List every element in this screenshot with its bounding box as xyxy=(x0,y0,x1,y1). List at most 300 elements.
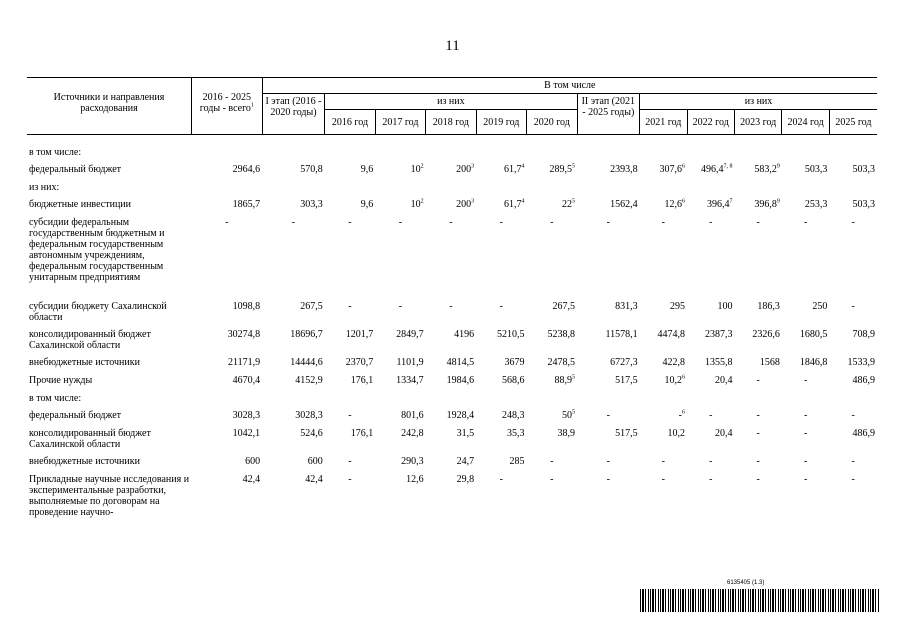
table-cell xyxy=(640,474,687,544)
column-header-source: Источники и направления расходования xyxy=(27,78,192,135)
barcode-label: 6135405 (1.3) xyxy=(727,580,765,586)
table-cell xyxy=(192,164,263,182)
footnote-mark: 2 xyxy=(420,163,424,170)
table-cell xyxy=(476,456,526,474)
cell-value: 3679 xyxy=(504,357,525,368)
column-header-year: 2020 год xyxy=(527,110,577,135)
footnote-mark: 5 xyxy=(572,163,575,170)
footnote-mark: 7 xyxy=(729,198,733,205)
cell-value: - xyxy=(550,217,554,228)
cell-value: 11578,1 xyxy=(605,329,638,340)
cell-value: 30274,8 xyxy=(227,329,261,340)
cell-value: 5238,8 xyxy=(547,329,575,340)
row-label: внебюджетные источники xyxy=(29,357,140,368)
table-cell xyxy=(375,474,425,544)
row-label: консолидированный бюджет Сахалинской области xyxy=(29,329,151,351)
table-cell xyxy=(262,474,325,544)
table-cell xyxy=(829,410,877,428)
table-cell xyxy=(577,301,640,329)
cell-value: - xyxy=(499,217,503,228)
table-cell xyxy=(782,164,829,182)
table-cell xyxy=(375,329,425,357)
section-row xyxy=(27,182,877,199)
table-cell xyxy=(325,456,375,474)
footnote-mark: 3 xyxy=(471,198,475,205)
table-cell xyxy=(577,428,640,456)
cell-value: 38,9 xyxy=(557,428,575,439)
table-cell xyxy=(527,474,577,544)
cell-value: - xyxy=(291,217,296,228)
budget-table xyxy=(27,77,877,544)
cell-value: 9,6 xyxy=(360,164,374,175)
cell-value: - xyxy=(709,474,713,485)
cell-value: 3028,3 xyxy=(295,410,323,421)
table-cell xyxy=(527,456,577,474)
table-cell xyxy=(262,428,325,456)
table-cell xyxy=(527,375,577,393)
table-row xyxy=(27,301,877,329)
cell-value: - xyxy=(348,410,352,421)
table-cell xyxy=(192,375,263,393)
table-cell xyxy=(640,357,687,375)
cell-value: - xyxy=(225,217,229,228)
table-cell xyxy=(476,428,526,456)
table-cell xyxy=(734,410,781,428)
table-cell xyxy=(640,428,687,456)
row-label: из них: xyxy=(29,182,60,193)
table-cell xyxy=(577,410,640,428)
cell-value: 2849,7 xyxy=(396,329,424,340)
barcode xyxy=(640,589,880,612)
cell-value: 517,5 xyxy=(615,375,638,386)
table-cell xyxy=(426,410,476,428)
cell-value: 10,2 xyxy=(667,428,686,439)
table-cell xyxy=(829,456,877,474)
column-header-year: 2019 год xyxy=(476,110,526,135)
cell-value: 42,4 xyxy=(305,474,323,485)
table-cell xyxy=(527,329,577,357)
row-label: субсидии федеральным государственным бюджетным и федеральным государственным автономным учреждениям, федеральным государственным унитарным предприятиям xyxy=(29,217,165,283)
cell-value: 1984,6 xyxy=(446,375,475,386)
cell-value: - xyxy=(550,456,554,467)
cell-value: - xyxy=(606,410,610,421)
cell-value: 20,4 xyxy=(714,375,733,386)
footnote-mark: 2 xyxy=(420,198,424,205)
table-cell xyxy=(426,329,476,357)
cell-value: - xyxy=(803,410,808,421)
cell-value: 5210,5 xyxy=(497,329,525,340)
table-cell xyxy=(782,357,829,375)
row-label: в том числе: xyxy=(29,393,82,404)
table-cell xyxy=(687,357,734,375)
table-cell xyxy=(426,428,476,456)
cell-value: 1042,1 xyxy=(232,428,261,439)
table-cell xyxy=(527,428,577,456)
table-cell xyxy=(640,199,687,217)
table-cell xyxy=(192,329,263,357)
cell-value: 176,1 xyxy=(350,428,374,439)
table-cell xyxy=(577,456,640,474)
table-body xyxy=(27,135,877,545)
cell-value: 303,3 xyxy=(300,199,323,210)
cell-value: - xyxy=(803,428,808,439)
cell-value: 267,5 xyxy=(300,301,323,312)
table-cell xyxy=(829,375,877,393)
cell-value: - xyxy=(678,410,683,421)
footnote-mark: 9 xyxy=(776,163,780,170)
cell-value: - xyxy=(606,474,610,485)
table-cell xyxy=(262,456,325,474)
table-cell xyxy=(375,456,425,474)
column-header-year: 2025 год xyxy=(829,110,877,135)
table-cell xyxy=(577,164,640,182)
cell-value: 10,2 xyxy=(664,375,683,386)
table-cell xyxy=(782,428,829,456)
column-header-stage1: I этап (2016 - 2020 годы) xyxy=(262,94,325,135)
table-cell xyxy=(262,164,325,182)
table-cell xyxy=(476,410,526,428)
cell-value: - xyxy=(709,410,713,421)
table-cell xyxy=(829,217,877,301)
cell-value: 18696,7 xyxy=(290,329,323,340)
table-cell xyxy=(262,329,325,357)
table-cell xyxy=(640,164,687,182)
cell-value: 4196 xyxy=(454,329,475,340)
table-cell xyxy=(192,474,263,544)
footnote-mark: 6 xyxy=(682,198,686,205)
table-cell xyxy=(426,456,476,474)
cell-value: 1928,4 xyxy=(446,410,475,421)
cell-value: 2370,7 xyxy=(345,357,374,368)
cell-value: - xyxy=(606,456,610,467)
table-row xyxy=(27,357,877,375)
cell-value: 486,9 xyxy=(852,375,875,386)
cell-value: 10 xyxy=(410,164,421,175)
column-header-including: В том числе xyxy=(262,78,877,94)
table-cell xyxy=(527,199,577,217)
table-cell xyxy=(375,357,425,375)
cell-value: 396,4 xyxy=(706,199,730,210)
cell-value: 496,4 xyxy=(700,164,724,175)
table-cell xyxy=(527,164,577,182)
table-cell xyxy=(577,375,640,393)
cell-value: 2387,3 xyxy=(704,329,733,340)
cell-value: - xyxy=(756,410,760,421)
table-cell xyxy=(325,428,375,456)
cell-value: 285 xyxy=(509,456,525,467)
table-cell xyxy=(640,456,687,474)
cell-value: - xyxy=(661,474,665,485)
table-cell xyxy=(325,410,375,428)
row-label: федеральный бюджет xyxy=(29,164,122,175)
cell-value: - xyxy=(851,217,855,228)
table-cell xyxy=(782,329,829,357)
cell-value: 42,4 xyxy=(242,474,261,485)
cell-value: 396,8 xyxy=(754,199,777,210)
table-cell xyxy=(476,375,526,393)
cell-value: 12,6 xyxy=(406,474,424,485)
cell-value: 1101,9 xyxy=(396,357,424,368)
table-row xyxy=(27,410,877,428)
table-cell xyxy=(687,217,734,301)
cell-value: 503,3 xyxy=(804,164,828,175)
footnote-mark: 5 xyxy=(572,198,575,205)
cell-value: 4474,8 xyxy=(657,329,686,340)
cell-value: 568,6 xyxy=(502,375,525,386)
table-cell xyxy=(734,375,781,393)
table-cell xyxy=(734,357,781,375)
cell-value: - xyxy=(851,456,855,467)
cell-value: 290,3 xyxy=(401,456,424,467)
table-cell xyxy=(782,199,829,217)
table-cell xyxy=(262,301,325,329)
table-cell xyxy=(476,474,526,544)
cell-value: 1334,7 xyxy=(396,375,424,386)
section-row xyxy=(27,135,877,165)
table-cell xyxy=(192,301,263,329)
row-label: внебюджетные источники xyxy=(29,456,140,467)
cell-value: 486,9 xyxy=(852,428,875,439)
table-row xyxy=(27,199,877,217)
table-cell xyxy=(527,301,577,329)
table-cell xyxy=(527,357,577,375)
table-cell xyxy=(734,199,781,217)
cell-value: - xyxy=(756,456,760,467)
cell-value: 307,6 xyxy=(659,164,683,175)
row-label: субсидии бюджету Сахалинской области xyxy=(29,301,167,323)
cell-value: 6727,3 xyxy=(610,357,638,368)
table-cell xyxy=(325,357,375,375)
cell-value: - xyxy=(661,456,665,467)
row-label: в том числе: xyxy=(29,147,82,158)
table-cell xyxy=(426,164,476,182)
cell-value: 708,9 xyxy=(852,329,875,340)
table-cell xyxy=(192,217,263,301)
cell-value: 9,6 xyxy=(360,199,374,210)
cell-value: - xyxy=(449,301,453,312)
table-cell xyxy=(476,199,526,217)
cell-value: - xyxy=(756,428,760,439)
cell-value: 1680,5 xyxy=(799,329,828,340)
table-cell xyxy=(325,329,375,357)
table-cell xyxy=(375,199,425,217)
cell-value: 24,7 xyxy=(456,456,475,467)
footnote-mark: 5 xyxy=(572,409,575,416)
table-cell xyxy=(640,301,687,329)
cell-value: 1098,8 xyxy=(232,301,261,312)
cell-value: - xyxy=(851,410,855,421)
table-cell xyxy=(687,474,734,544)
footnote-mark: 6 xyxy=(682,374,686,381)
table-cell xyxy=(325,474,375,544)
table-row xyxy=(27,456,877,474)
column-header-year: 2021 год xyxy=(640,110,687,135)
cell-value: 2478,5 xyxy=(547,357,575,368)
column-header-year: 2017 год xyxy=(375,110,425,135)
table-cell xyxy=(687,410,734,428)
cell-value: 1355,8 xyxy=(704,357,733,368)
table-cell xyxy=(476,217,526,301)
table-cell xyxy=(734,301,781,329)
table-cell xyxy=(476,164,526,182)
footnote-mark: 9 xyxy=(776,198,780,205)
table-cell xyxy=(640,410,687,428)
cell-value: - xyxy=(709,217,713,228)
cell-value: 600 xyxy=(307,456,323,467)
cell-value: 422,8 xyxy=(662,357,686,368)
table-cell xyxy=(829,164,877,182)
table-cell xyxy=(375,428,425,456)
cell-value: 267,5 xyxy=(552,301,575,312)
cell-value: 61,7 xyxy=(504,164,522,175)
table-cell xyxy=(375,375,425,393)
table-cell xyxy=(687,164,734,182)
cell-value: 35,3 xyxy=(507,428,525,439)
cell-value: - xyxy=(499,474,503,485)
cell-value: - xyxy=(756,474,760,485)
cell-value: 253,3 xyxy=(804,199,828,210)
table-cell xyxy=(192,357,263,375)
cell-value: 29,8 xyxy=(456,474,475,485)
cell-value: - xyxy=(756,375,760,386)
cell-value: - xyxy=(348,474,352,485)
table-cell xyxy=(375,410,425,428)
cell-value: 524,6 xyxy=(300,428,323,439)
table-cell xyxy=(426,217,476,301)
page-number: 11 xyxy=(445,38,460,54)
table-cell xyxy=(325,164,375,182)
table-cell xyxy=(262,357,325,375)
table-cell xyxy=(734,164,781,182)
column-header-year: 2018 год xyxy=(426,110,476,135)
table-cell xyxy=(577,217,640,301)
table-cell xyxy=(262,375,325,393)
table-cell xyxy=(527,217,577,301)
table-cell xyxy=(476,301,526,329)
cell-value: 295 xyxy=(670,301,686,312)
cell-value: - xyxy=(661,217,665,228)
cell-value: - xyxy=(709,456,713,467)
cell-value: - xyxy=(851,301,855,312)
table-cell xyxy=(734,474,781,544)
table-cell xyxy=(262,410,325,428)
column-header-stage2: II этап (2021 - 2025 годы) xyxy=(577,94,640,135)
table-cell xyxy=(734,217,781,301)
table-cell xyxy=(426,474,476,544)
row-label: Прочие нужды xyxy=(29,375,93,386)
cell-value: 583,2 xyxy=(754,164,777,175)
cell-value: 1533,9 xyxy=(847,357,875,368)
table-cell xyxy=(734,456,781,474)
table-cell xyxy=(782,474,829,544)
table-cell xyxy=(640,217,687,301)
table-cell xyxy=(829,428,877,456)
cell-value: 4814,5 xyxy=(446,357,475,368)
table-cell xyxy=(325,217,375,301)
cell-value: 503,3 xyxy=(852,199,875,210)
table-cell xyxy=(577,329,640,357)
column-header-year: 2022 год xyxy=(687,110,734,135)
footnote-mark: 5 xyxy=(572,374,575,381)
cell-value: 14444,6 xyxy=(290,357,323,368)
table-cell xyxy=(325,199,375,217)
table-cell xyxy=(375,217,425,301)
table-cell xyxy=(734,428,781,456)
cell-value: 22 xyxy=(562,199,572,210)
footnote-mark: 6 xyxy=(682,163,686,170)
table-cell xyxy=(734,329,781,357)
table-cell xyxy=(325,375,375,393)
row-label: консолидированный бюджет Сахалинской области xyxy=(29,428,151,450)
cell-value: 248,3 xyxy=(502,410,525,421)
table-row xyxy=(27,217,877,301)
table-cell xyxy=(782,375,829,393)
cell-value: 3028,3 xyxy=(232,410,261,421)
cell-value: 10 xyxy=(410,199,421,210)
table-cell xyxy=(782,456,829,474)
table-cell xyxy=(426,375,476,393)
cell-value: 250 xyxy=(812,301,828,312)
cell-value: 242,8 xyxy=(401,428,424,439)
cell-value: - xyxy=(803,217,808,228)
table-cell xyxy=(426,301,476,329)
cell-value: - xyxy=(348,301,352,312)
cell-value: 61,7 xyxy=(504,199,522,210)
table-cell xyxy=(829,357,877,375)
table-row xyxy=(27,474,877,544)
cell-value: 2964,6 xyxy=(232,164,261,175)
table-cell xyxy=(687,428,734,456)
cell-value: 1201,7 xyxy=(345,329,374,340)
cell-value: - xyxy=(348,217,352,228)
row-label: федеральный бюджет xyxy=(29,410,122,421)
column-header-of-them-stage2: из них xyxy=(640,94,877,110)
footnote-mark: 6 xyxy=(682,409,686,416)
row-label: бюджетные инвестиции xyxy=(29,199,132,210)
table-cell xyxy=(192,410,263,428)
column-header-total: 2016 - 2025 годы - всего$^1$ xyxy=(192,78,263,135)
table-row xyxy=(27,375,877,393)
cell-value: - xyxy=(803,456,808,467)
section-row xyxy=(27,393,877,410)
table-cell xyxy=(829,329,877,357)
footnote-mark: 7, 8 xyxy=(723,163,733,170)
table-cell xyxy=(687,199,734,217)
cell-value: 801,6 xyxy=(401,410,424,421)
cell-value: 600 xyxy=(245,456,261,467)
cell-value: - xyxy=(803,375,808,386)
cell-value: 1846,8 xyxy=(799,357,828,368)
cell-value: 831,3 xyxy=(615,301,638,312)
row-label: Прикладные научные исследования и экспериментальные разработки, выполняемые по договорам на проведение научно- xyxy=(29,474,190,518)
cell-value: 570,8 xyxy=(300,164,323,175)
cell-value: - xyxy=(348,456,352,467)
cell-value: 186,3 xyxy=(757,301,780,312)
table-cell xyxy=(527,410,577,428)
cell-value: 100 xyxy=(717,301,733,312)
table-cell xyxy=(476,357,526,375)
cell-value: 50 xyxy=(562,410,572,421)
table-cell xyxy=(426,199,476,217)
cell-value: 20,4 xyxy=(714,428,733,439)
column-header-of-them-stage1: из них xyxy=(325,94,577,110)
table-cell xyxy=(829,301,877,329)
table-cell xyxy=(829,199,877,217)
table-cell xyxy=(577,474,640,544)
table-cell xyxy=(577,357,640,375)
table-cell xyxy=(782,410,829,428)
table-cell xyxy=(782,301,829,329)
